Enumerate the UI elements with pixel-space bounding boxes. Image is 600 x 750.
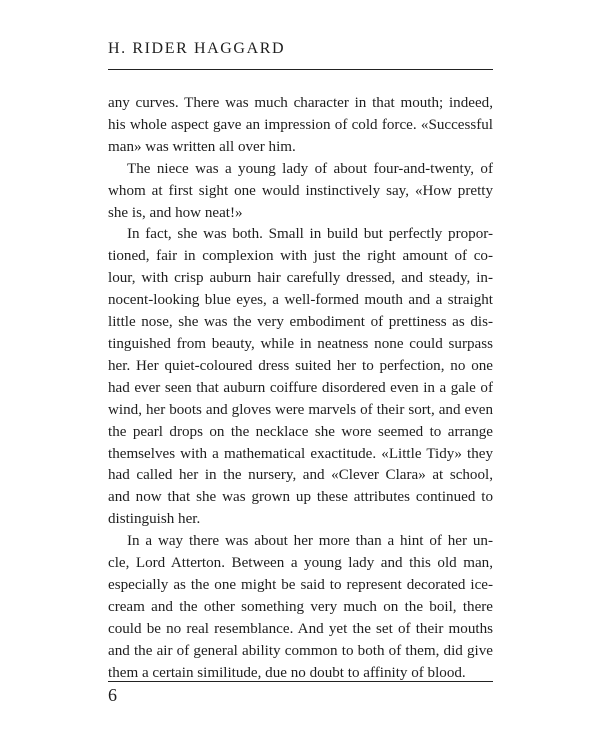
text-line: cle, Lord Atterton. Between a young lady and this old man, (108, 555, 493, 572)
running-head: H. RIDER HAGGARD (108, 40, 286, 57)
text-line: the pearl drops on the necklace she wore seemed to arrange (108, 423, 493, 440)
page-number: 6 (108, 685, 117, 705)
text-line: and now that she was grown up these attributes continued to (108, 489, 493, 506)
text-line: In fact, she was both. Small in build but perfectly propor- (127, 226, 493, 243)
text-line: had ever seen that auburn coiffure disordered even in a gale of (108, 379, 493, 396)
text-line: distinguish her. (108, 511, 201, 528)
text-line: tinguished from beauty, while in neatness none could surpass (108, 335, 493, 352)
text-line: nocent-looking blue eyes, a well-formed mouth and a straight (108, 292, 493, 309)
text-line: In a way there was about her more than a hint of her un- (127, 533, 493, 550)
text-line: whom at first sight one would instinctively say, «How pretty (108, 182, 493, 199)
text-line: especially as the one might be said to represent decorated ice- (108, 576, 493, 593)
text-line: tioned, fair in complexion with just the right amount of co- (108, 248, 493, 265)
text-line: The niece was a young lady of about four-and-twenty, of (127, 160, 493, 177)
text-line: her. Her quiet-coloured dress suited her to perfection, no one (108, 357, 493, 374)
text-line: had called her in the nursery, and «Clever Clara» at school, (108, 467, 493, 484)
text-line: themselves with a mathematical exactitude. «Little Tidy» they (108, 445, 493, 462)
paragraph (108, 224, 493, 531)
text-line: any curves. There was much character in that mouth; indeed, (108, 95, 493, 111)
text-line: lour, with crisp auburn hair carefully dressed, and steady, in- (108, 270, 493, 287)
header-rule (108, 69, 493, 70)
text-line: could be no real resemblance. And yet the set of their mouths (108, 620, 493, 637)
paragraph (108, 93, 493, 159)
text-line: them a certain similitude, due no doubt to affinity of blood. (108, 664, 466, 681)
text-line: she is, and how neat!» (108, 204, 243, 221)
paragraph (108, 159, 493, 225)
text-line: his whole aspect gave an impression of cold force. «Successful (108, 116, 493, 133)
body-text (108, 93, 493, 684)
text-line: man» was written all over him. (108, 138, 296, 155)
text-line: and the air of general ability common to both of them, did give (108, 642, 493, 659)
text-line: little nose, she was the very embodiment of prettiness as dis- (108, 314, 493, 331)
text-line: cream and the other something very much on the boil, there (108, 598, 493, 615)
paragraph (108, 531, 493, 684)
text-line: wind, her boots and gloves were marvels of their sort, and even (108, 401, 493, 418)
footer-rule (108, 681, 493, 682)
